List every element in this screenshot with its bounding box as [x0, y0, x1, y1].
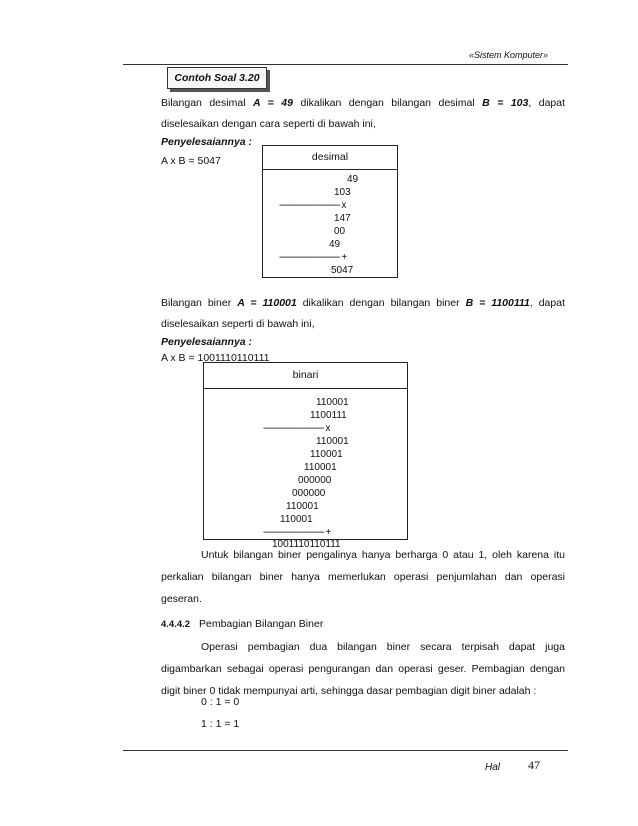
decimal-row: 49 [329, 239, 341, 250]
section-number: 4.4.4.2 [161, 619, 191, 630]
binary-solution-label: Penyelesaiannya : [161, 336, 253, 348]
binary-row: 1100111 [310, 410, 347, 421]
decimal-intro-text-3: , dapat [528, 97, 566, 109]
binary-row: 110001 [316, 436, 349, 447]
decimal-row: 00 [334, 226, 346, 237]
footer-rule [123, 750, 568, 751]
binary-intro-text-2: dikalikan dengan bilangan biner [302, 297, 460, 309]
binary-row-separator: -------------------------- + [263, 527, 331, 538]
binary-a-expression: A = 110001 [237, 297, 297, 309]
page-number: 47 [528, 758, 540, 772]
decimal-intro-text-2: dikalikan dengan bilangan desimal [300, 97, 475, 109]
decimal-box-header: desimal [263, 146, 397, 170]
decimal-intro-text-1: Bilangan desimal [161, 97, 246, 109]
decimal-calculation-box [262, 145, 398, 278]
decimal-intro-line2: diselesaikan dengan cara seperti di bawah ini, [161, 118, 376, 130]
binary-row: 110001 [286, 501, 319, 512]
section-heading [161, 618, 323, 630]
section-paragraph: Operasi pembagian dua bilangan biner secara terpisah dapat juga digambarkan sebagai operasi pengurangan dan operasi geser. Pembagian dengan digit biner 0 tidak mempunyai arti, sehingga dasar pembagian digit biner adalah : [161, 641, 565, 697]
footer-label: Hal [485, 762, 501, 773]
header-rule [123, 64, 568, 65]
binary-intro-line2: diselesaikan seperti di bawah ini, [161, 318, 315, 330]
binary-row: 000000 [298, 475, 332, 486]
decimal-row: 147 [334, 213, 351, 224]
binary-result: A x B = 1001110110111 [161, 352, 270, 364]
decimal-row-separator: -------------------------- x [279, 200, 346, 211]
binary-row-separator: -------------------------- x [263, 423, 330, 434]
decimal-a-expression: A = 49 [253, 97, 293, 109]
binary-intro-text-3: , dapat [529, 297, 565, 309]
binary-intro-line [161, 292, 565, 314]
binary-row: 110001 [316, 397, 349, 408]
decimal-row: 103 [334, 187, 351, 198]
decimal-b-expression: B = 103 [482, 97, 529, 109]
binary-row: 110001 [304, 462, 337, 473]
binary-box-header: binari [204, 363, 407, 389]
division-rule-1: 0 : 1 = 0 [201, 696, 240, 708]
binary-explanation-paragraph: Untuk bilangan biner pengalinya hanya berharga 0 atau 1, oleh karena itu perkalian bilangan biner hanya memerlukan operasi penjumlahan dan operasi geseran. [161, 549, 565, 605]
decimal-row: 5047 [331, 265, 354, 276]
example-title: Contoh Soal 3.20 [167, 67, 267, 89]
decimal-row: 49 [347, 174, 359, 185]
binary-row: 1001110110111 [272, 539, 341, 550]
binary-row: 110001 [310, 449, 343, 460]
binary-calculation-box [203, 362, 408, 550]
decimal-intro-line [161, 92, 565, 114]
binary-intro-text-1: Bilangan biner [161, 297, 232, 309]
binary-row: 110001 [280, 514, 313, 525]
binary-row: 000000 [292, 488, 326, 499]
running-header: «Sistem Komputer» [468, 50, 548, 60]
decimal-solution-label: Penyelesaiannya : [161, 136, 253, 148]
decimal-result: A x B = 5047 [161, 155, 221, 167]
section-title: Pembagian Bilangan Biner [198, 618, 324, 630]
decimal-row-separator: -------------------------- + [279, 252, 347, 263]
binary-b-expression: B = 1100111 [465, 297, 530, 309]
division-rule-2: 1 : 1 = 1 [201, 718, 240, 730]
